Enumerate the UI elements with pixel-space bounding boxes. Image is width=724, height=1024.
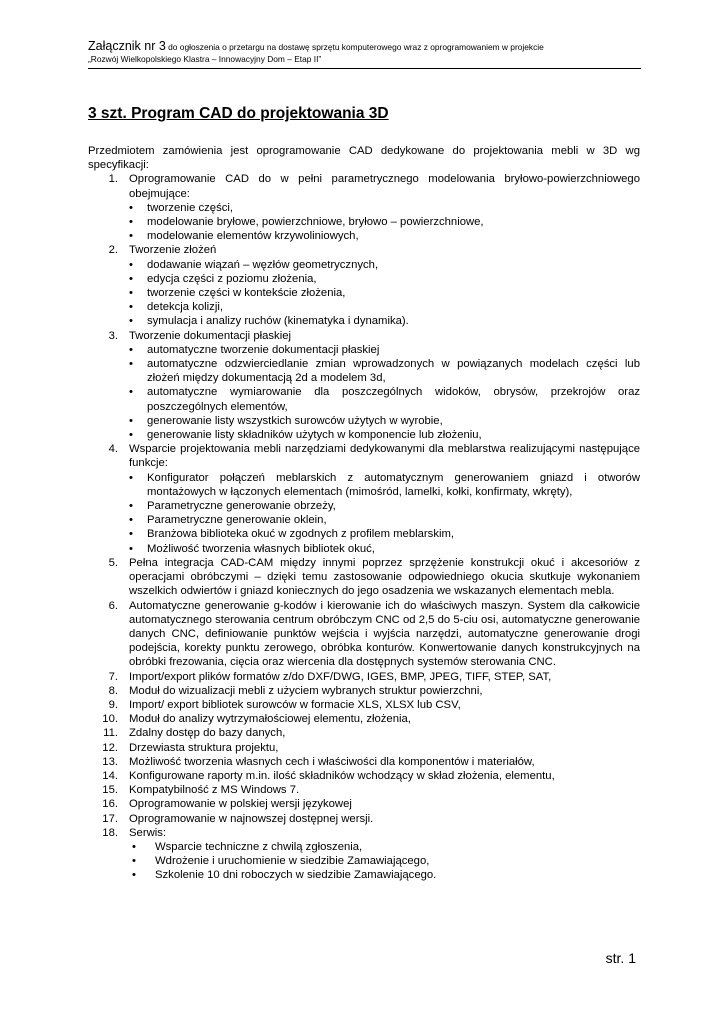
spec-item-text: Wsparcie projektowania mebli narzędziami dedykowanymi dla meblarstwa realizującymi następujące funkcje:	[129, 443, 640, 470]
spec-item	[88, 442, 640, 556]
bullet-text: automatyczne odzwierciedlanie zmian wprowadzonych w powiązanych modelach części lub złożeń między dokumentacją 2d a modelem 3d,	[147, 358, 640, 385]
bullet-icon: •	[129, 542, 133, 555]
spec-item-number: 3.	[108, 329, 118, 342]
bullet-icon: •	[129, 414, 133, 427]
specification-list	[88, 172, 640, 882]
spec-item-text: Kompatybilność z MS Windows 7.	[129, 784, 300, 797]
spec-item-number: 15.	[102, 784, 118, 797]
spec-item-text: Drzewiasta struktura projektu,	[129, 741, 279, 754]
spec-item-number: 4.	[108, 443, 118, 456]
spec-item-text: Zdalny dostęp do bazy danych,	[129, 727, 286, 740]
spec-bullet-item	[129, 868, 640, 882]
bullet-text: Możliwość tworzenia własnych bibliotek okuć,	[147, 542, 375, 555]
spec-item	[88, 783, 640, 797]
spec-item-number: 17.	[102, 812, 118, 825]
header-line-1: Załącznik nr 3 do ogłoszenia o przetargu na dostawę sprzętu komputerowego wraz z oprogramowaniem w projekcie	[88, 39, 544, 53]
spec-item-number: 7.	[108, 670, 118, 683]
header-divider	[88, 68, 641, 69]
bullet-text: tworzenie części w kontekście złożenia,	[147, 287, 346, 300]
spec-sublist	[129, 343, 640, 442]
spec-item	[88, 826, 640, 883]
bullet-text: detekcja kolizji,	[147, 301, 223, 314]
bullet-text: Konfigurator połączeń meblarskich z automatycznym generowaniem gniazd i otworów montażowych w łączonych elementach (mimośród, lamelki, kołki, konfirmaty, wkręty),	[147, 471, 640, 498]
bullet-text: automatyczne wymiarowanie dla poszczególnych widoków, obrysów, przekrojów oraz poszczególnych elementów,	[147, 386, 640, 413]
bullet-icon: •	[132, 840, 136, 853]
bullet-text: generowanie listy składników użytych w komponencie lub złożeniu,	[147, 429, 482, 442]
spec-item-text: Konfigurowane raporty m.in. ilość składników wchodzący w skład złożenia, elementu,	[129, 769, 555, 782]
spec-bullet-item	[129, 513, 640, 527]
bullet-icon: •	[129, 429, 133, 442]
spec-item-text: Import/export plików formatów z/do DXF/DWG, IGES, BMP, JPEG, TIFF, STEP, SAT,	[129, 670, 552, 683]
spec-item	[88, 329, 640, 443]
bullet-text: dodawanie wiązań – węzłów geometrycznych,	[147, 258, 379, 271]
bullet-icon: •	[129, 514, 133, 527]
bullet-text: automatyczne tworzenie dokumentacji płaskiej	[147, 343, 380, 356]
spec-item-text: Oprogramowanie w polskiej wersji językowej	[129, 798, 352, 811]
spec-bullet-item	[129, 229, 640, 243]
bullet-icon: •	[129, 301, 133, 314]
spec-bullet-item	[129, 854, 640, 868]
spec-bullet-item	[129, 201, 640, 215]
spec-bullet-item	[129, 258, 640, 272]
spec-item	[88, 769, 640, 783]
spec-item	[88, 243, 640, 328]
spec-bullet-item	[129, 542, 640, 556]
bullet-text: modelowanie bryłowe, powierzchniowe, bryłowo – powierzchniowe,	[147, 216, 484, 229]
spec-item-text: Pełna integracja CAD-CAM między innymi poprzez sprzężenie konstrukcji okuć i akcesoriów z operacjami obróbczymi – dzięki temu zastosowanie odpowiedniego okucia skutkuje wykonaniem wszelkich odwiertów i gniazd koniecznych do jego osadzenia we wskazanych elementach mebla.	[129, 556, 640, 598]
bullet-text: Parametryczne generowanie oklein,	[147, 514, 327, 527]
spec-item-number: 16.	[102, 798, 118, 811]
spec-item	[88, 556, 640, 599]
spec-bullet-item	[129, 414, 640, 428]
bullet-icon: •	[129, 358, 133, 371]
spec-item-text: Możliwość tworzenia własnych cech i właściwości dla komponentów i materiałów,	[129, 755, 535, 768]
spec-item-number: 1.	[108, 173, 118, 186]
bullet-icon: •	[129, 528, 133, 541]
spec-bullet-item	[129, 272, 640, 286]
bullet-icon: •	[129, 258, 133, 271]
spec-item-number: 14.	[102, 769, 118, 782]
spec-bullet-item	[129, 471, 640, 499]
spec-item	[88, 755, 640, 769]
bullet-icon: •	[129, 201, 133, 214]
bullet-icon: •	[129, 343, 133, 356]
spec-item-number: 18.	[102, 826, 118, 839]
spec-item	[88, 741, 640, 755]
spec-item-text: Moduł do wizualizacji mebli z użyciem wybranych struktur powierzchni,	[129, 684, 483, 697]
spec-item	[88, 712, 640, 726]
spec-bullet-item	[129, 343, 640, 357]
spec-item	[88, 797, 640, 811]
spec-item	[88, 812, 640, 826]
bullet-icon: •	[129, 471, 133, 484]
spec-item-text: Oprogramowanie w najnowszej dostępnej wersji.	[129, 812, 374, 825]
spec-item-text: Oprogramowanie CAD do w pełni parametrycznego modelowania bryłowo-powierzchniowego obejmujące:	[129, 173, 640, 200]
spec-item-number: 8.	[108, 684, 118, 697]
spec-item-text: Moduł do analizy wytrzymałościowej elementu, złożenia,	[129, 713, 411, 726]
spec-item	[88, 599, 640, 670]
spec-item-text: Tworzenie złożeń	[129, 244, 217, 257]
bullet-text: tworzenie części,	[147, 201, 234, 214]
spec-sublist	[129, 201, 640, 244]
spec-bullet-item	[129, 357, 640, 385]
spec-bullet-item	[129, 300, 640, 314]
spec-item	[88, 684, 640, 698]
bullet-text: edycja części z poziomu złożenia,	[147, 272, 317, 285]
spec-item-number: 10.	[102, 713, 118, 726]
bullet-text: Wsparcie techniczne z chwilą zgłoszenia,	[155, 840, 363, 853]
spec-sublist	[129, 471, 640, 556]
bullet-text: Wdrożenie i uruchomienie w siedzibie Zamawiającego,	[155, 855, 430, 868]
spec-item	[88, 698, 640, 712]
spec-item-number: 5.	[108, 556, 118, 569]
bullet-icon: •	[129, 230, 133, 243]
spec-item	[88, 172, 640, 243]
spec-bullet-item	[129, 385, 640, 413]
page-header	[88, 40, 640, 65]
bullet-icon: •	[129, 216, 133, 229]
spec-item-number: 2.	[108, 244, 118, 257]
bullet-text: Parametryczne generowanie obrzeży,	[147, 500, 336, 513]
bullet-text: Branżowa biblioteka okuć w zgodnych z profilem meblarskim,	[147, 528, 455, 541]
spec-bullet-item	[129, 314, 640, 328]
bullet-icon: •	[129, 386, 133, 399]
spec-item-number: 6.	[108, 599, 118, 612]
bullet-icon: •	[129, 500, 133, 513]
spec-bullet-item	[129, 840, 640, 854]
spec-item-text: Tworzenie dokumentacji płaskiej	[129, 329, 292, 342]
bullet-text: modelowanie elementów krzywoliniowych,	[147, 230, 359, 243]
page-number: str. 1	[605, 950, 636, 966]
bullet-text: symulacja i analizy ruchów (kinematyka i dynamika).	[147, 315, 409, 328]
spec-item-number: 9.	[108, 698, 118, 711]
spec-bullet-item	[129, 286, 640, 300]
document-body	[88, 144, 640, 883]
spec-item-text: Serwis:	[129, 826, 167, 839]
bullet-icon: •	[132, 855, 136, 868]
spec-item	[88, 726, 640, 740]
spec-item	[88, 670, 640, 684]
bullet-text: generowanie listy wszystkich surowców użytych w wyrobie,	[147, 414, 443, 427]
spec-item-number: 12.	[102, 741, 118, 754]
spec-item-number: 11.	[103, 727, 118, 740]
spec-bullet-item	[129, 215, 640, 229]
spec-sublist	[129, 840, 640, 883]
spec-item-text: Automatyczne generowanie g-kodów i kierowanie ich do właściwych maszyn. System dla całkowicie automatycznego sterowania centrum obróbczym CNC od 2,5 do 5-ciu osi, automatyczne generowanie danych CNC, definiowanie punktów wejścia i wyjścia narzędzi, automatyczne generowanie drogi podejścia, korekty punktu zerowego, obróbka konturów. Konwertowanie danych konstrukcyjnych na obróbki frezowania, cięcia oraz wiercenia dla dostępnych systemów sterowania CNC.	[129, 599, 640, 669]
header-line-2: „Rozwój Wielkopolskiego Klastra – Innowacyjny Dom – Etap II”	[88, 54, 322, 64]
bullet-icon: •	[129, 272, 133, 285]
spec-item-text: Import/ export bibliotek surowców w formacie XLS, XLSX lub CSV,	[129, 698, 461, 711]
spec-bullet-item	[129, 527, 640, 541]
page-title: 3 szt. Program CAD do projektowania 3D	[88, 105, 389, 122]
bullet-text: Szkolenie 10 dni roboczych w siedzibie Zamawiającego.	[155, 869, 437, 882]
intro-paragraph: Przedmiotem zamówienia jest oprogramowanie CAD dedykowane do projektowania mebli w 3D wg specyfikacji:	[88, 145, 640, 172]
spec-item-number: 13.	[102, 755, 118, 768]
spec-sublist	[129, 258, 640, 329]
spec-bullet-item	[129, 428, 640, 442]
bullet-icon: •	[129, 287, 133, 300]
bullet-icon: •	[132, 869, 136, 882]
spec-bullet-item	[129, 499, 640, 513]
bullet-icon: •	[129, 315, 133, 328]
